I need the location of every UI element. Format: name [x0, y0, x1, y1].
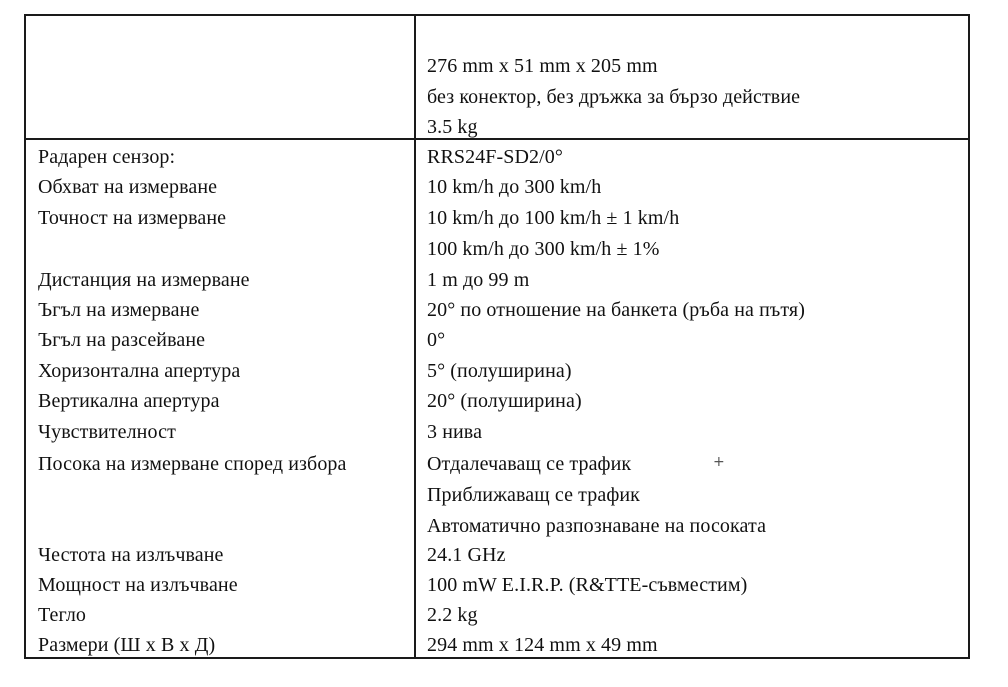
spec-value: Отдалечаващ се трафик — [427, 453, 632, 475]
column-divider — [414, 16, 416, 657]
spec-label: Дистанция на измерване — [38, 269, 250, 291]
spec-label: Вертикална апертура — [38, 390, 220, 412]
spec-label: Тегло — [38, 604, 86, 626]
spec-label: Чувствителност — [38, 421, 176, 443]
top-value-line: 276 mm x 51 mm x 205 mm — [427, 55, 658, 77]
spec-table — [24, 14, 970, 659]
spec-value: 294 mm x 124 mm x 49 mm — [427, 634, 658, 656]
crosshair-icon: + — [713, 454, 725, 470]
spec-value: RRS24F-SD2/0° — [427, 146, 564, 168]
spec-label: Обхват на измерване — [38, 176, 218, 198]
spec-value: 20° (полуширина) — [427, 390, 582, 412]
spec-label: Хоризонтална апертура — [38, 360, 241, 382]
spec-value-continuation: 100 km/h до 300 km/h ± 1% — [427, 238, 660, 260]
spec-label: Размери (Ш x В x Д) — [38, 634, 216, 656]
spec-value-continuation: Автоматично разпознаване на посоката — [427, 515, 767, 537]
spec-value: 20° по отношение на банкета (ръба на пътя) — [427, 299, 805, 321]
spec-value: 100 mW E.I.R.P. (R&TTE-съвместим) — [427, 574, 748, 596]
spec-label: Радарен сензор: — [38, 146, 176, 168]
spec-label: Посока на измерване според избора — [38, 453, 347, 475]
spec-value: 3 нива — [427, 421, 483, 443]
spec-label: Точност на измерване — [38, 207, 227, 229]
spec-label: Ъгъл на измерване — [38, 299, 200, 321]
top-value-line: 3.5 kg — [427, 116, 478, 138]
spec-value: 24.1 GHz — [427, 544, 506, 566]
spec-label: Честота на излъчване — [38, 544, 224, 566]
spec-value: 5° (полуширина) — [427, 360, 572, 382]
spec-value: 10 km/h до 300 km/h — [427, 176, 602, 198]
spec-label: Мощност на излъчване — [38, 574, 238, 596]
top-value-line: без конектор, без дръжка за бързо действие — [427, 86, 801, 108]
spec-label: Ъгъл на разсейване — [38, 329, 206, 351]
spec-value-continuation: Приближаващ се трафик — [427, 484, 640, 506]
spec-value: 1 m до 99 m — [427, 269, 530, 291]
spec-value: 10 km/h до 100 km/h ± 1 km/h — [427, 207, 680, 229]
top-continuation-row — [26, 16, 968, 140]
spec-value: 2.2 kg — [427, 604, 478, 626]
spec-value: 0° — [427, 329, 446, 351]
